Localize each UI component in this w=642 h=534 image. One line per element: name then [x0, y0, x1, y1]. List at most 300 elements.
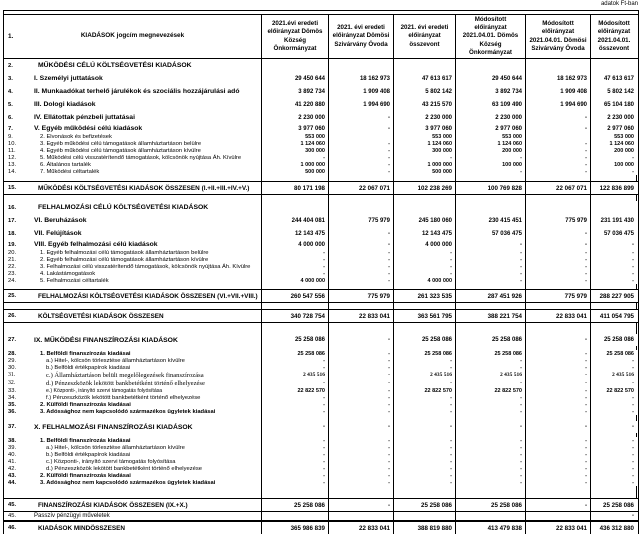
row-label-cell [4, 310, 262, 322]
row-label: 7. Működési céltartalék [40, 168, 100, 175]
value-cell: 100 000 [614, 161, 634, 168]
value-cell: - [526, 124, 591, 133]
value-cell: 25 258 086 [456, 350, 526, 357]
row-number: 7. [8, 125, 13, 132]
value-cell: - [456, 465, 526, 472]
value-cell: - [526, 263, 591, 270]
row-label-cell [4, 214, 262, 227]
table-row [4, 214, 638, 227]
table-body [4, 59, 638, 534]
value-cell: 65 104 180 [603, 101, 634, 108]
value-cell: - [394, 472, 456, 479]
table-row [4, 85, 638, 98]
value-cell: - [526, 240, 591, 249]
header-col-modified-consolidated: Módosított előirányzat 2021.04.01. összevont [597, 20, 631, 52]
value-cell: - [526, 437, 591, 444]
value-cell: 288 227 905 [599, 292, 634, 300]
value-cell: 3 892 734 [456, 85, 526, 98]
row-number: 27. [8, 337, 17, 343]
table-row [4, 364, 638, 371]
header-col-modified-municipality: Módosított előirányzat 2021.04.01. Dömös Község Önkormányzat [456, 15, 526, 58]
value-cell: - [526, 364, 591, 371]
row-label: MŰKÖDÉSI CÉLÚ KÖLTSÉGVETÉSI KIADÁSOK [38, 62, 192, 69]
value-cell: - [526, 451, 591, 458]
value-cell: - [632, 437, 634, 444]
value-cell: - [329, 270, 394, 277]
value-cell: 230 415 451 [456, 214, 526, 227]
value-cell: - [632, 277, 634, 284]
header-col-original-municipality: 2021.évi eredeti előirányzat Dömös Község Önkormányzat [262, 15, 329, 58]
row-label: KÖLTSÉGVETÉSI KIADÁSOK ÖSSZESEN [38, 312, 164, 320]
row-label: 2. Elvonások és befizetések [40, 133, 112, 140]
table-row [4, 350, 638, 357]
table-row [4, 451, 638, 458]
row-number: 45. [8, 513, 17, 519]
table-row [4, 161, 638, 168]
value-cell: - [526, 394, 591, 401]
value-cell: - [394, 263, 456, 270]
value-cell: 2 435 516 [394, 371, 456, 379]
value-cell: - [329, 479, 394, 486]
row-label: f.) Pénzeszközök lekötött bankbetétként történő elhelyezése [46, 394, 201, 401]
value-cell: - [456, 421, 526, 433]
value-cell: - [329, 111, 394, 124]
value-cell: - [262, 479, 329, 486]
value-cell: - [632, 154, 634, 161]
value-cell: - [526, 249, 591, 256]
value-cell [262, 512, 329, 520]
value-cell [394, 201, 456, 214]
value-cell: - [329, 444, 394, 451]
table-row [4, 472, 638, 479]
row-label: MŰKÖDÉSI KÖLTSÉGVETÉSI KIADÁSOK ÖSSZESEN (I.+II.+III.+IV.+V.) [38, 184, 250, 192]
row-label: 3. Adóssághoz nem kapcsolódó származékos ügyletek kiadásai [40, 408, 216, 415]
value-cell: - [526, 408, 591, 415]
row-label-cell [4, 256, 262, 263]
value-cell: 12 143 475 [262, 227, 329, 240]
value-cell: - [329, 394, 394, 401]
value-cell: 25 258 086 [603, 337, 634, 343]
row-label-cell [4, 379, 262, 387]
row-number: 21. [8, 256, 17, 263]
value-cell [456, 59, 526, 72]
table-row [4, 263, 638, 270]
value-cell: - [329, 147, 394, 154]
row-label-cell [4, 401, 262, 408]
row-number: 24. [8, 277, 17, 284]
row-number: 9. [8, 133, 13, 140]
row-number: 11. [8, 147, 16, 154]
row-label: II. Munkaadókat terhelő járulékok és szociális hozzájárulási adó [34, 88, 240, 95]
value-cell [456, 512, 526, 520]
row-label-cell [4, 472, 262, 479]
value-cell: - [526, 334, 591, 346]
value-cell: - [526, 472, 591, 479]
value-cell: 775 979 [329, 214, 394, 227]
header-col-modified-kindergarten: Módosított előirányzat 2021.04.01. Dömösi Szivárvány Óvoda [526, 15, 591, 58]
value-cell: - [456, 277, 526, 284]
value-cell: 1 124 060 [609, 140, 634, 147]
value-cell: 1 909 408 [329, 85, 394, 98]
row-number: 30. [8, 364, 17, 371]
row-label-cell [4, 408, 262, 415]
row-label: X. FELHALMOZÁSI FINANSZÍROZÁSI KIADÁSOK [34, 423, 193, 431]
value-cell: 25 258 086 [606, 350, 634, 357]
value-cell: 25 258 086 [262, 334, 329, 346]
row-number: 6. [8, 114, 13, 121]
row-number: 39. [8, 444, 17, 451]
row-label-cell [4, 451, 262, 458]
value-cell: 57 036 475 [603, 230, 634, 237]
table-row [4, 408, 638, 415]
row-label: IX. MŰKÖDÉSI FINANSZÍROZÁSI KIADÁSOK [34, 336, 178, 344]
value-cell: 5 802 142 [394, 85, 456, 98]
value-cell: - [329, 350, 394, 357]
row-label: I. Személyi juttatások [34, 75, 103, 82]
value-cell: 25 258 086 [262, 350, 329, 357]
row-number: 20. [8, 249, 17, 256]
value-cell: 363 561 795 [394, 310, 456, 322]
value-cell: - [329, 451, 394, 458]
table-row [4, 309, 638, 323]
value-cell: - [394, 154, 456, 161]
table-row [4, 357, 638, 364]
spacer-row [4, 486, 638, 498]
value-cell: 25 258 086 [394, 334, 456, 346]
value-cell [526, 512, 591, 520]
row-number: 25. [8, 293, 17, 299]
row-number: 28. [8, 350, 17, 357]
value-cell: - [632, 168, 634, 175]
row-number: 38. [8, 437, 17, 444]
value-cell: 2 435 516 [612, 372, 634, 378]
table-row [4, 168, 638, 175]
value-cell: 25 258 086 [394, 499, 456, 511]
row-label: FINANSZÍROZÁSI KIADÁSOK ÖSSZESEN (IX.+X.) [38, 501, 188, 509]
row-number: 29. [8, 357, 17, 364]
value-cell: 4 000 000 [262, 240, 329, 249]
value-cell: - [262, 263, 329, 270]
value-cell: 22 822 570 [262, 387, 329, 394]
value-cell: 413 479 838 [456, 522, 526, 534]
value-cell: 47 613 617 [603, 75, 634, 82]
row-number: 32. [8, 380, 16, 386]
value-cell: 18 162 973 [329, 72, 394, 85]
value-cell: - [526, 350, 591, 357]
value-cell: - [526, 154, 591, 161]
value-cell: 22 067 071 [329, 182, 394, 194]
value-cell: 365 986 839 [262, 522, 329, 534]
row-label-cell [4, 387, 262, 394]
row-number: 41. [8, 458, 17, 465]
value-cell: - [526, 444, 591, 451]
table-row [4, 277, 638, 284]
value-cell: 47 613 617 [394, 72, 456, 85]
value-cell: 244 404 081 [262, 214, 329, 227]
value-cell: 340 728 754 [262, 310, 329, 322]
value-cell: 25 258 086 [456, 499, 526, 511]
row-label-cell [4, 72, 262, 85]
value-cell: 200 000 [456, 147, 526, 154]
table-row [4, 72, 638, 85]
value-cell: - [262, 394, 329, 401]
value-cell: 300 000 [394, 147, 456, 154]
value-cell: 1 994 690 [526, 98, 591, 111]
table-row [4, 270, 638, 277]
row-number: 19. [8, 241, 17, 248]
row-number: 17. [8, 217, 17, 224]
row-label: d.) Pénzeszközök lekötött bankbetétként történő elhelyezése [46, 465, 202, 472]
value-cell: - [456, 263, 526, 270]
value-cell: - [526, 357, 591, 364]
row-label: 4. Lakástámogatások [40, 270, 96, 277]
row-number: 42. [8, 465, 17, 472]
value-cell: 553 000 [394, 133, 456, 140]
value-cell: 25 258 086 [456, 334, 526, 346]
row-label: VI. Beruházások [34, 217, 87, 224]
value-cell [262, 201, 329, 214]
row-number: 4. [8, 88, 13, 95]
row-number: 43. [8, 472, 17, 479]
table-row [4, 256, 638, 263]
value-cell: - [329, 437, 394, 444]
value-cell: - [456, 437, 526, 444]
value-cell: - [526, 371, 591, 379]
value-cell: 1 000 000 [394, 161, 456, 168]
row-label: 1. Egyéb felhalmozási célú támogatások államháztartáson belülre [40, 249, 209, 256]
value-cell: - [456, 451, 526, 458]
value-cell: - [526, 458, 591, 465]
value-cell: - [456, 364, 526, 371]
row-label-cell [4, 290, 262, 302]
value-cell: 122 836 899 [599, 184, 634, 192]
value-cell: 29 450 644 [262, 72, 329, 85]
value-cell: - [632, 408, 634, 415]
value-cell: - [526, 227, 591, 240]
table-row [4, 512, 638, 521]
row-label-cell [4, 124, 262, 133]
row-label-cell [4, 270, 262, 277]
row-number: 45. [8, 502, 17, 508]
value-cell: - [329, 408, 394, 415]
value-cell: 300 000 [262, 147, 329, 154]
row-label: b.) Belföldi értékpapírok kiadásai [46, 451, 131, 458]
value-cell: - [262, 270, 329, 277]
table-row [4, 111, 638, 124]
value-cell: - [456, 408, 526, 415]
value-cell: 3 892 734 [262, 85, 329, 98]
value-cell: 63 109 490 [456, 98, 526, 111]
table-row [4, 444, 638, 451]
table-row [4, 437, 638, 444]
table-row [4, 249, 638, 256]
value-cell: 1 994 690 [329, 98, 394, 111]
value-cell: - [262, 444, 329, 451]
row-label-cell [4, 499, 262, 511]
row-label: b.) Belföldi értékpapírok kiadásai [46, 364, 131, 371]
row-label: III. Dologi kiadások [34, 101, 96, 108]
units-note: adatok Ft-ban [600, 1, 638, 7]
value-cell: 2 230 000 [262, 111, 329, 124]
value-cell: 22 833 041 [329, 522, 394, 534]
value-cell: - [394, 256, 456, 263]
value-cell: - [632, 472, 634, 479]
row-label: 2. Külföldi finanszírozás kiadásai [40, 401, 131, 408]
row-label-cell [4, 182, 262, 194]
value-cell: - [526, 140, 591, 147]
row-label-cell [4, 240, 262, 249]
value-cell: 388 221 754 [456, 310, 526, 322]
value-cell: - [262, 379, 329, 387]
value-cell: 4 000 000 [394, 277, 456, 284]
value-cell: - [632, 241, 634, 248]
value-cell: - [262, 421, 329, 433]
value-cell: - [526, 421, 591, 433]
value-cell: - [456, 357, 526, 364]
value-cell [329, 201, 394, 214]
value-cell: - [329, 154, 394, 161]
value-cell: - [526, 479, 591, 486]
value-cell: 22 822 570 [394, 387, 456, 394]
value-cell: - [526, 161, 591, 168]
value-cell: - [632, 465, 634, 472]
row-label-cell [4, 444, 262, 451]
value-cell: 260 547 556 [262, 290, 329, 302]
row-number: 35. [8, 401, 17, 408]
row-label: 1. Belföldi finanszírozás kiadásai [40, 437, 131, 444]
row-label-cell [4, 140, 262, 147]
value-cell: 1 124 060 [262, 140, 329, 147]
value-cell [394, 512, 456, 520]
table-row [4, 227, 638, 240]
value-cell: 1 124 060 [456, 140, 526, 147]
row-label: e.) Központi-, irányító szervi támogatás folyósítása [46, 387, 163, 394]
value-cell: - [456, 479, 526, 486]
value-cell: 22 833 041 [329, 310, 394, 322]
value-cell: 2 230 000 [456, 111, 526, 124]
table-row [4, 421, 638, 433]
value-cell: - [632, 458, 634, 465]
value-cell: - [329, 227, 394, 240]
value-cell: - [329, 401, 394, 408]
row-number: 14. [8, 168, 17, 175]
row-label: 3. Felhalmozási célú visszatérítendő támogatások, kölcsönök nyújtása Áh. Kívülre [40, 263, 251, 270]
value-cell: - [394, 357, 456, 364]
value-cell: - [394, 364, 456, 371]
value-cell: - [329, 124, 394, 133]
row-label: FELHALMOZÁSI CÉLÚ KÖLTSÉGVETÉSI KIADÁSOK [38, 204, 209, 211]
spacer-row [4, 175, 638, 181]
value-cell: - [329, 421, 394, 433]
row-number: 44. [8, 479, 17, 486]
row-label-cell [4, 421, 262, 433]
row-number: 33. [8, 387, 17, 394]
value-cell: - [456, 444, 526, 451]
value-cell: - [394, 451, 456, 458]
row-label-cell [4, 334, 262, 346]
row-number: 18. [8, 230, 17, 237]
table-row [4, 458, 638, 465]
value-cell: - [526, 147, 591, 154]
value-cell: - [329, 161, 394, 168]
value-cell: 2 977 060 [456, 124, 526, 133]
row-number: 26. [8, 313, 17, 319]
value-cell: 553 000 [456, 133, 526, 140]
value-cell: 775 979 [526, 290, 591, 302]
value-cell: 500 000 [394, 168, 456, 175]
value-cell: 3 977 060 [262, 124, 329, 133]
row-label-cell [4, 201, 262, 214]
row-label: IV. Ellátottak pénzbeli juttatásai [34, 114, 135, 121]
value-cell: - [526, 168, 591, 175]
value-cell: - [262, 458, 329, 465]
value-cell: - [456, 168, 526, 175]
value-cell: 261 323 535 [394, 290, 456, 302]
header-row-number: 1. [8, 32, 14, 40]
value-cell: 1 124 060 [394, 140, 456, 147]
row-label: 5. Felhalmozási céltartalék [40, 277, 109, 284]
value-cell: - [262, 256, 329, 263]
row-label: 4. Egyéb működési célú támogatások államháztartáson kívülre [40, 147, 201, 154]
row-number: 23. [8, 270, 17, 277]
value-cell: - [526, 256, 591, 263]
row-label-cell [4, 394, 262, 401]
header-col-original-consolidated: 2021. évi eredeti előirányzat összevont [394, 15, 456, 58]
value-cell: 553 000 [614, 133, 634, 140]
value-cell: - [394, 421, 456, 433]
row-number: 22. [8, 263, 17, 270]
row-number: 10. [8, 140, 17, 147]
value-cell: 25 258 086 [262, 499, 329, 511]
row-label-cell [4, 277, 262, 284]
value-cell: - [262, 401, 329, 408]
value-cell: - [262, 437, 329, 444]
value-cell: - [329, 240, 394, 249]
table-row [4, 394, 638, 401]
value-cell: 22 067 071 [526, 182, 591, 194]
table-row [4, 201, 638, 214]
row-label-cell [4, 437, 262, 444]
row-label-cell [4, 147, 262, 154]
row-label-cell [4, 249, 262, 256]
table-row [4, 154, 638, 161]
value-cell [329, 512, 394, 520]
row-label: 2. Külföldi finanszírozás kiadásai [40, 472, 131, 479]
value-cell [329, 59, 394, 72]
row-label-cell [4, 168, 262, 175]
spacer-row [4, 303, 638, 309]
value-cell: - [526, 387, 591, 394]
value-cell: - [456, 472, 526, 479]
value-cell: 80 171 198 [262, 182, 329, 194]
value-cell [456, 201, 526, 214]
value-cell: 3 977 060 [394, 124, 456, 133]
value-cell: - [394, 394, 456, 401]
row-label-cell [4, 522, 262, 534]
value-cell: 388 819 880 [394, 522, 456, 534]
value-cell: - [632, 357, 634, 364]
value-cell: - [632, 479, 634, 486]
value-cell: - [456, 458, 526, 465]
value-cell: - [262, 465, 329, 472]
table-row [4, 181, 638, 195]
value-cell: - [329, 465, 394, 472]
value-cell: - [456, 394, 526, 401]
value-cell: - [394, 444, 456, 451]
row-number: 12. [8, 154, 17, 161]
header-cell-title [4, 15, 262, 58]
value-cell: - [632, 263, 634, 270]
